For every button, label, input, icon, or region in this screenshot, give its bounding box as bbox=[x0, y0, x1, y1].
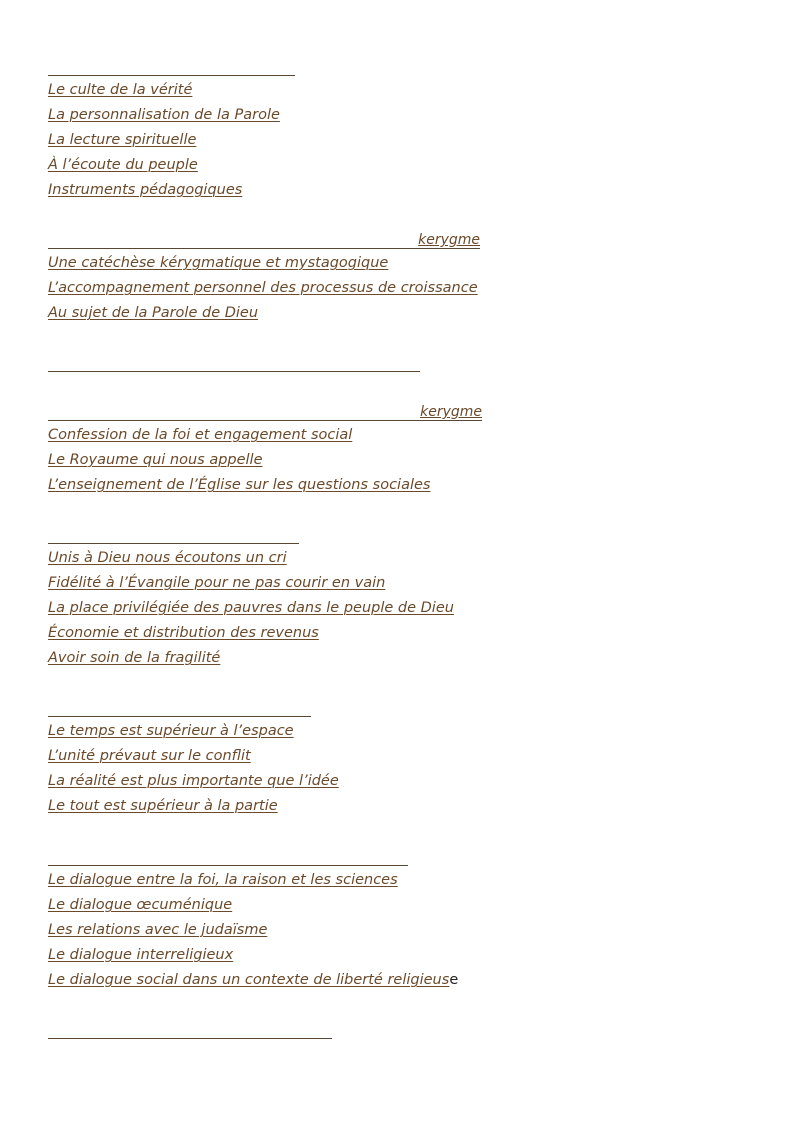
toc-section bbox=[48, 401, 748, 496]
section-heading-line[interactable] bbox=[48, 846, 408, 866]
list-item bbox=[48, 866, 748, 891]
toc-section bbox=[48, 352, 748, 372]
list-item bbox=[48, 767, 748, 792]
toc-section bbox=[48, 56, 748, 201]
toc-link[interactable]: La lecture spirituelle bbox=[48, 132, 197, 148]
list-item bbox=[48, 274, 748, 299]
list-item bbox=[48, 76, 748, 101]
toc-link[interactable]: L’unité prévaut sur le conflit bbox=[48, 748, 251, 764]
list-item bbox=[48, 126, 748, 151]
list-item bbox=[48, 792, 748, 817]
toc-link[interactable]: La place privilégiée des pauvres dans le peuple de Dieu bbox=[48, 600, 454, 616]
list-item bbox=[48, 544, 748, 569]
section-heading-line[interactable] bbox=[48, 697, 311, 717]
list-item bbox=[48, 101, 748, 126]
section-heading-line[interactable] bbox=[48, 229, 480, 249]
section-heading-line[interactable] bbox=[48, 1019, 332, 1039]
toc-link[interactable]: La personnalisation de la Parole bbox=[48, 107, 280, 123]
trailing-text: e bbox=[449, 972, 459, 988]
list-item bbox=[48, 471, 748, 496]
toc-link[interactable]: Le tout est supérieur à la partie bbox=[48, 798, 278, 814]
list-item bbox=[48, 249, 748, 274]
list-item bbox=[48, 299, 748, 324]
toc-link[interactable]: Au sujet de la Parole de Dieu bbox=[48, 305, 259, 321]
toc-section bbox=[48, 697, 748, 817]
section-heading-line[interactable] bbox=[48, 56, 295, 76]
toc-link[interactable]: Fidélité à l’Évangile pour ne pas courir en vain bbox=[48, 575, 386, 591]
list-item bbox=[48, 916, 748, 941]
list-item bbox=[48, 594, 748, 619]
toc-link[interactable]: Avoir soin de la fragilité bbox=[48, 650, 221, 666]
toc-section bbox=[48, 229, 748, 324]
section-heading-line[interactable] bbox=[48, 352, 420, 372]
toc-link[interactable]: Unis à Dieu nous écoutons un cri bbox=[48, 550, 287, 566]
list-item bbox=[48, 176, 748, 201]
list-item bbox=[48, 941, 748, 966]
list-item bbox=[48, 966, 748, 991]
toc-link[interactable]: Le dialogue entre la foi, la raison et les sciences bbox=[48, 872, 398, 888]
list-item bbox=[48, 644, 748, 669]
list-item bbox=[48, 742, 748, 767]
list-item bbox=[48, 151, 748, 176]
toc-link[interactable]: Instruments pédagogiques bbox=[48, 182, 243, 198]
list-item bbox=[48, 569, 748, 594]
section-heading-line[interactable] bbox=[48, 401, 482, 421]
toc-link[interactable]: À l’écoute du peuple bbox=[48, 157, 198, 173]
toc-link[interactable]: Le dialogue œcuménique bbox=[48, 897, 233, 913]
toc-link[interactable]: Le dialogue interreligieux bbox=[48, 947, 234, 963]
toc-section bbox=[48, 524, 748, 669]
toc-link[interactable]: Confession de la foi et engagement social bbox=[48, 427, 353, 443]
toc-link[interactable]: L’accompagnement personnel des processus de croissance bbox=[48, 280, 478, 296]
section-heading-line[interactable] bbox=[48, 524, 299, 544]
toc-link[interactable]: Le Royaume qui nous appelle bbox=[48, 452, 263, 468]
list-item bbox=[48, 717, 748, 742]
toc-link[interactable]: La réalité est plus importante que l’idée bbox=[48, 773, 339, 789]
list-item bbox=[48, 421, 748, 446]
list-item bbox=[48, 619, 748, 644]
toc-link[interactable]: Le culte de la vérité bbox=[48, 82, 193, 98]
section-heading-suffix[interactable]: kerygme bbox=[418, 232, 480, 248]
section-heading-suffix[interactable]: kerygme bbox=[420, 404, 482, 420]
toc-link[interactable]: Les relations avec le judaïsme bbox=[48, 922, 268, 938]
toc-link[interactable]: L’enseignement de l’Église sur les questions sociales bbox=[48, 477, 431, 493]
toc-link[interactable]: Une catéchèse kérygmatique et mystagogique bbox=[48, 255, 389, 271]
toc-link[interactable]: Le dialogue social dans un contexte de liberté religieus bbox=[48, 972, 450, 988]
toc-section bbox=[48, 846, 748, 991]
list-item bbox=[48, 446, 748, 471]
list-item bbox=[48, 891, 748, 916]
toc-link[interactable]: Le temps est supérieur à l’espace bbox=[48, 723, 294, 739]
toc-link[interactable]: Économie et distribution des revenus bbox=[48, 625, 319, 641]
toc-section bbox=[48, 1019, 748, 1039]
